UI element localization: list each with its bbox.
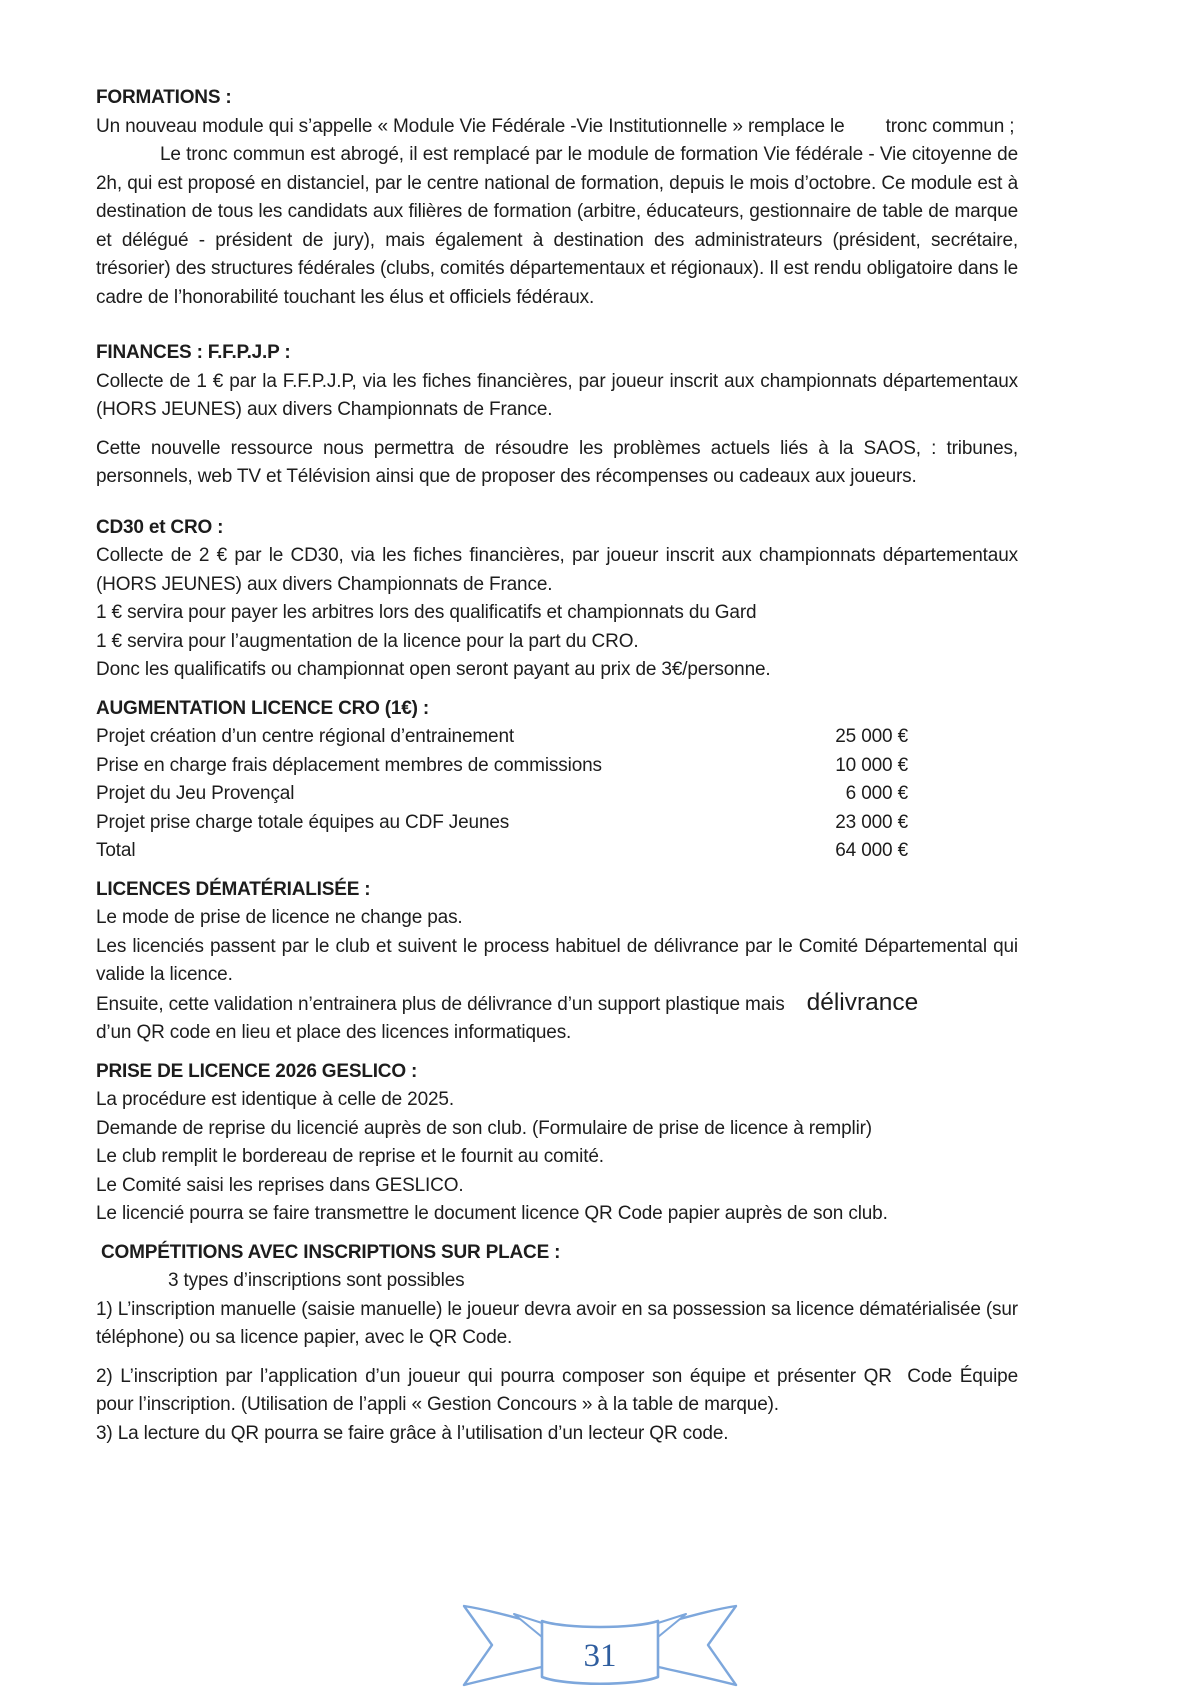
table-row bbox=[96, 752, 908, 781]
line-prise-demande: Demande de reprise du licencié auprès de son club. (Formulaire de prise de licence à remplir) bbox=[96, 1117, 872, 1139]
budget-table bbox=[96, 723, 908, 866]
document-content bbox=[96, 84, 1018, 1448]
page-number-ribbon-icon bbox=[450, 1593, 750, 1693]
paragraph-licences-ensuite bbox=[96, 990, 1018, 1020]
budget-label: Total bbox=[96, 840, 136, 861]
section-heading-formations: FORMATIONS : bbox=[96, 87, 232, 108]
paragraph-formations-body: Le tronc commun est abrogé, il est remplacé par le module de formation Vie fédérale - Vie citoyenne de 2h, qui est proposé en distanciel, par le centre national de formation, depuis le mois d’octobre. Ce module est à destination de tous les candidats aux filières de formation (arbitre, éducateurs, gestionnaire de table de marque et délégué - président de jury), mais également à destination des administrateurs (président, secrétaire, trésorier) des structures fédérales (clubs, comités départementaux et régionaux). Il est rendu obligatoire dans le cadre de l’honorabilité touchant les élus et officiels fédéraux. bbox=[96, 144, 1018, 308]
budget-label: Projet création d’un centre régional d’entrainement bbox=[96, 726, 514, 747]
section-heading-licences-dematerialisee: LICENCES DÉMATÉRIALISÉE : bbox=[96, 878, 371, 900]
budget-amount: 10 000 € bbox=[835, 754, 908, 776]
page-number: 31 bbox=[583, 1638, 617, 1674]
line-lecture-qr: 3) La lecture du QR pourra se faire grâce à l’utilisation d’un lecteur QR code. bbox=[96, 1422, 729, 1444]
section-heading-cd30-cro: CD30 et CRO : bbox=[96, 516, 224, 538]
section-heading-finances: FINANCES : F.F.P.J.P : bbox=[96, 342, 291, 363]
table-row bbox=[96, 780, 908, 809]
text-ensuite-large: délivrance bbox=[806, 988, 919, 1016]
table-row bbox=[96, 723, 908, 752]
line-prise-bordereau: Le club remplit le bordereau de reprise et le fournit au comité. bbox=[96, 1146, 604, 1167]
line-prise-geslico: Le Comité saisi les reprises dans GESLICO. bbox=[96, 1174, 464, 1196]
line-cd30-augmentation: 1 € servira pour l’augmentation de la licence pour la part du CRO. bbox=[96, 630, 639, 652]
section-heading-prise-licence: PRISE DE LICENCE 2026 GESLICO : bbox=[96, 1060, 418, 1082]
paragraph-formations-intro: Un nouveau module qui s’appelle « Module Vie Fédérale -Vie Institutionnelle » remplace le tronc commun ; bbox=[96, 115, 1015, 137]
budget-amount: 64 000 € bbox=[835, 840, 908, 861]
budget-amount: 25 000 € bbox=[835, 726, 908, 747]
paragraph-inscription-manuelle: 1) L’inscription manuelle (saisie manuelle) le joueur devra avoir en sa possession sa licence dématérialisée (sur téléphone) ou sa licence papier, avec le QR Code. bbox=[96, 1298, 1018, 1348]
paragraph-finances-collecte: Collecte de 1 € par la F.F.P.J.P, via les fiches financières, par joueur inscrit aux championnats départementaux (HORS JEUNES) aux divers Championnats de France. bbox=[96, 370, 1018, 420]
paragraph-cd30-collecte: Collecte de 2 € par le CD30, via les fiches financières, par joueur inscrit aux championnats départementaux (HORS JEUNES) aux divers Championnats de France. bbox=[96, 545, 1018, 595]
budget-label: Prise en charge frais déplacement membres de commissions bbox=[96, 754, 602, 776]
line-licences-qr: d’un QR code en lieu et place des licences informatiques. bbox=[96, 1022, 572, 1043]
line-licences-mode: Le mode de prise de licence ne change pas. bbox=[96, 907, 463, 928]
budget-amount: 23 000 € bbox=[835, 811, 908, 833]
line-cd30-arbitres: 1 € servira pour payer les arbitres lors des qualificatifs et championnats du Gard bbox=[96, 602, 757, 623]
paragraph-inscription-application: 2) L’inscription par l’application d’un joueur qui pourra composer son équipe et présenter QR Code Équipe pour l’inscription. (Utilisation de l’appli « Gestion Concours » à la table de marque). bbox=[96, 1365, 1018, 1415]
line-prise-procedure: La procédure est identique à celle de 2025. bbox=[96, 1089, 454, 1110]
table-row-total bbox=[96, 837, 908, 866]
text-ensuite-normal: Ensuite, cette validation n’entrainera plus de délivrance d’un support plastique mais bbox=[96, 993, 785, 1015]
section-heading-competitions: COMPÉTITIONS AVEC INSCRIPTIONS SUR PLACE : bbox=[101, 1241, 561, 1263]
paragraph-finances-ressource: Cette nouvelle ressource nous permettra de résoudre les problèmes actuels liés à la SAOS, : tribunes, personnels, web TV et Télévision ainsi que de proposer des récompenses ou cadeaux aux joueurs. bbox=[96, 437, 1018, 487]
paragraph-licences-process: Les licenciés passent par le club et suivent le process habituel de délivrance par le Comité Départemental qui valide la licence. bbox=[96, 935, 1018, 985]
section-heading-augmentation-licence: AUGMENTATION LICENCE CRO (1€) : bbox=[96, 697, 429, 719]
line-prise-qrcode: Le licencié pourra se faire transmettre le document licence QR Code papier auprès de son club. bbox=[96, 1203, 888, 1224]
budget-label: Projet prise charge totale équipes au CDF Jeunes bbox=[96, 811, 510, 833]
table-row bbox=[96, 809, 908, 838]
budget-amount: 6 000 € bbox=[845, 783, 908, 804]
budget-label: Projet du Jeu Provençal bbox=[96, 783, 295, 804]
line-cd30-open: Donc les qualificatifs ou championnat open seront payant au prix de 3€/personne. bbox=[96, 659, 771, 680]
line-competitions-intro: 3 types d’inscriptions sont possibles bbox=[168, 1270, 465, 1291]
